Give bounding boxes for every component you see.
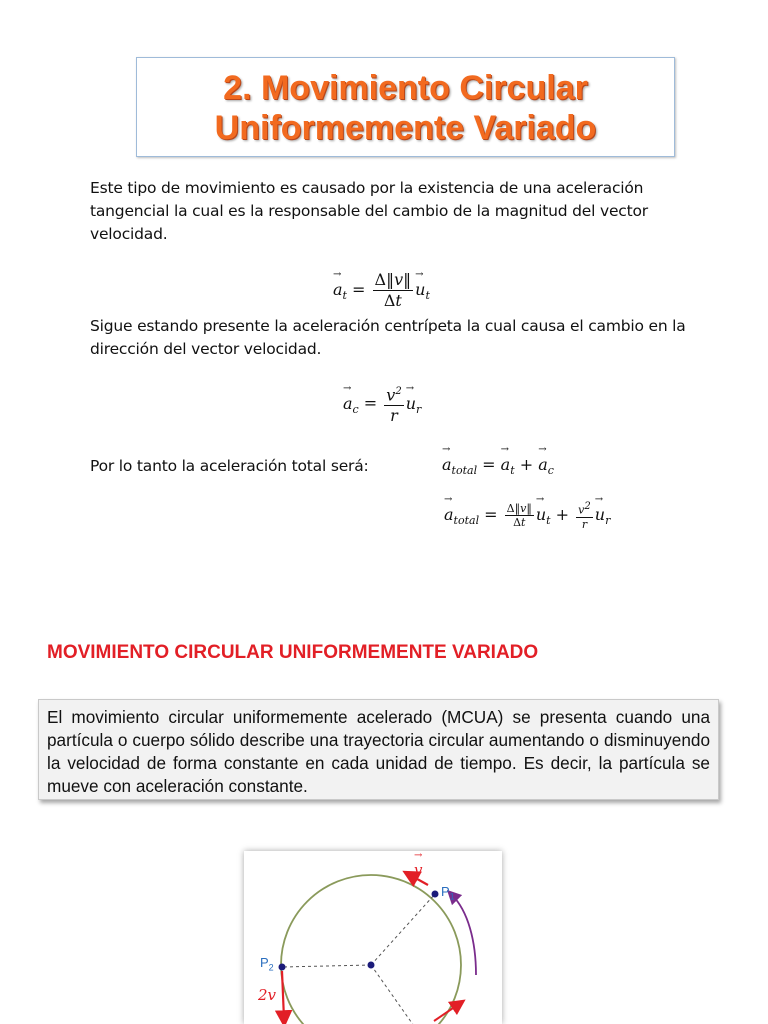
label-p2: $P_2$ [260,955,274,973]
radius-line-lower [371,965,414,1024]
title-box [136,57,675,157]
circular-motion-figure [244,851,502,1024]
label-v: → v [414,861,422,879]
label-p1: $P_1$ [441,884,455,902]
radius-line-p2 [282,965,371,967]
formula-tangential: → $a_t$ = $\frac{\Delta‖v‖}{\Delta t}$ → $u_t$ [333,270,430,311]
point-p1 [432,891,439,898]
label-2v: 2v [258,986,277,1004]
circle-diagram [244,851,502,1024]
total-paragraph: Por lo tanto la aceleración total será: [90,457,369,475]
point-p2 [279,964,286,971]
center-point [368,962,375,969]
section-heading: MOVIMIENTO CIRCULAR UNIFORMEMENTE VARIADO [47,642,539,663]
velocity-arrow-p2 [282,971,284,1019]
velocity-arrow-lower [434,1004,459,1021]
title-line-1: 2. Movimiento Circular [223,69,588,107]
definition-box [38,699,719,800]
definition-text: El movimiento circular uniformemente acelerado (MCUA) se presenta cuando una partícula o cuerpo sólido describe una trayectoria circular aumentando o disminuyendo la velocidad de forma constante en cada unidad de tiempo. Es decir, la partícula se mueve con aceleración constante. [47,707,710,796]
formula-total-sum: → $a_{total}$ = → $a_t$ + → $a_c$ [442,455,554,477]
formula-centripetal: → $a_c$ = $\frac{v^2}{r}$ → $u_r$ [343,382,421,426]
centripetal-paragraph: Sigue estando presente la aceleración centrípeta la cual causa el cambio en la dirección del vector velocidad. [90,317,686,358]
radius-line-p1 [371,894,435,965]
intro-paragraph: Este tipo de movimiento es causado por la existencia de una aceleración tangencial la cual es la responsable del cambio de la magnitud del vector velocidad. [90,179,648,243]
title-line-2: Uniformemente Variado [214,109,597,147]
formula-total-expanded: → $a_{total}$ = $\frac{\Delta‖v‖}{\Delta t}$ → $u_t$ + $\frac{v^2}{r}$ → $u_r$ [444,500,610,531]
